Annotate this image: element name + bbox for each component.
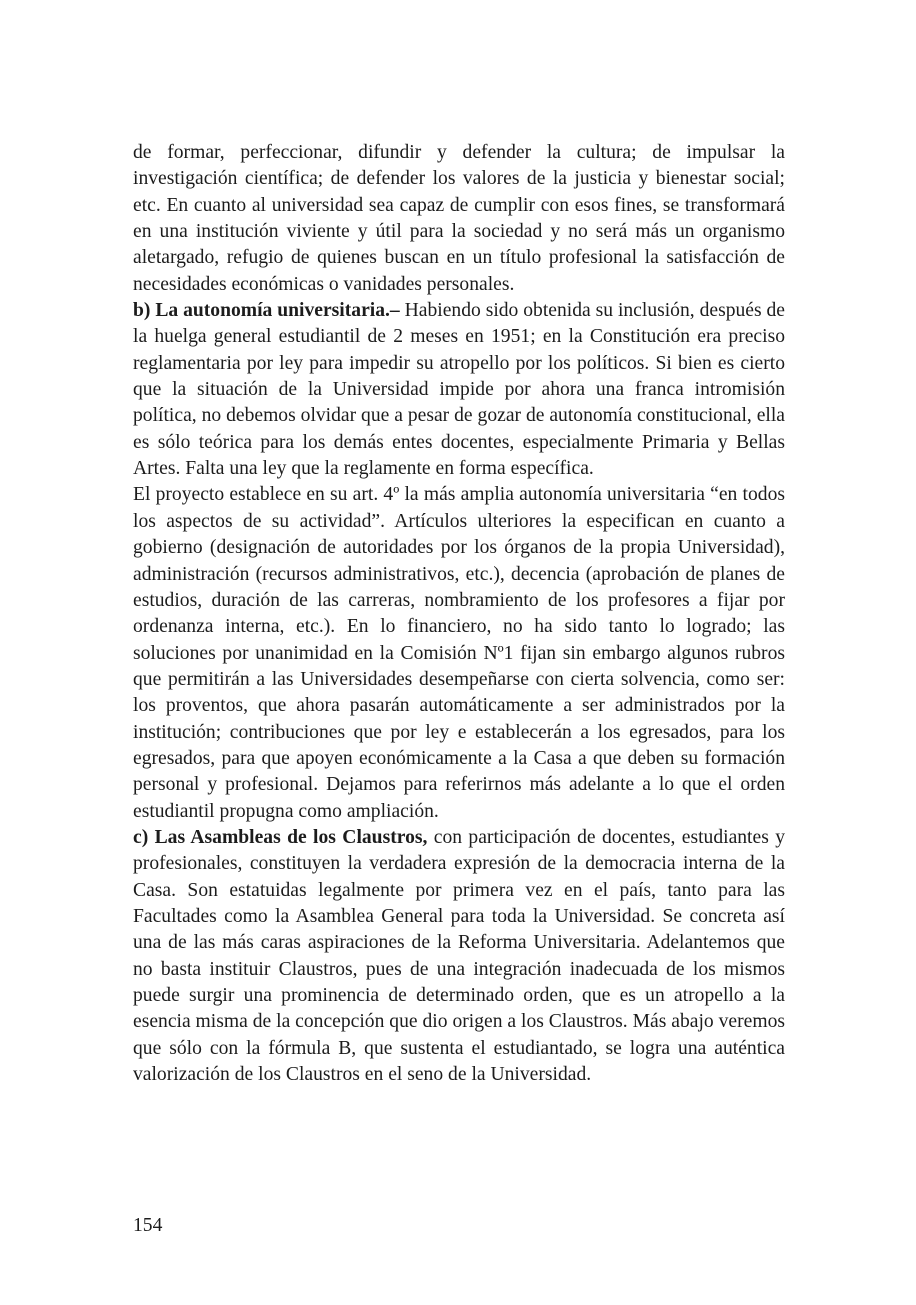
paragraph-4: [133, 825, 785, 1088]
paragraph-1-text: de formar, perfeccionar, difundir y defender la cultura; de impulsar la investigación científica; de defender los valores de la justicia y bienestar social; etc. En cuanto al universidad sea capaz de cumplir con esos fines, se transformará en una institución viviente y útil para la sociedad y no será más un organismo aletargado, refugio de quienes buscan en un título profesional la satisfacción de necesidades económicas o vanidades personales.: [133, 142, 785, 295]
paragraph-1: [133, 140, 785, 298]
paragraph-3: [133, 482, 785, 824]
paragraph-3-text: El proyecto establece en su art. 4º la más amplia autonomía universitaria “en todos los aspectos de su actividad”. Artículos ulteriores la especifican en cuanto a gobierno (designación de autoridades por los órganos de la propia Universidad), administración (recursos administrativos, etc.), decencia (aprobación de planes de estudios, duración de las carreras, nombramiento de los profesores a fijar por ordenanza interna, etc.). En lo financiero, no ha sido tanto lo logrado; las soluciones por unanimidad en la Comisión Nº1 fijan sin embargo algunos rubros que permitirán a las Universidades desempeñarse con cierta solvencia, como ser: los proventos, que ahora pasarán automáticamente a ser administrados por la institución; contribuciones que por ley e establecerán a los egresados, para los egresados, para que apoyen económicamente a la Casa a que deben su formación personal y profesional. Dejamos para referirnos más adelante a lo que el orden estudiantil propugna como ampliación.: [133, 484, 785, 822]
section-b-heading: b) La autonomía universitaria.–: [133, 300, 400, 322]
section-c-heading: c) Las Asambleas de los Claustros,: [133, 826, 428, 848]
paragraph-4-text: con participación de docentes, estudiantes y profesionales, constituyen la verdadera expresión de la democracia interna de la Casa. Son estatuidas legalmente por primera vez en el país, tanto para las Facultades como la Asamblea General para toda la Universidad. Se concreta así una de las más caras aspiraciones de la Reforma Universitaria. Adelantemos que no basta instituir Claustros, pues de una integración inadecuada de los mismos puede surgir una prominencia de determinado orden, que es un atropello a la esencia misma de la concepción que dio origen a los Claustros. Más abajo veremos que sólo con la fórmula B, que sustenta el estudiantado, se logra una auténtica valorización de los Claustros en el seno de la Universidad.: [133, 826, 785, 1086]
paragraph-2: [133, 298, 785, 482]
page-number: 154: [133, 1215, 163, 1236]
paragraph-2-text: Habiendo sido obtenida su inclusión, después de la huelga general estudiantil de 2 meses en 1951; en la Constitución era preciso reglamentaria por ley para impedir su atropello por los políticos. Si bien es cierto que la situación de la Universidad impide por ahora una franca intromisión política, no debemos olvidar que a pesar de gozar de autonomía constitucional, ella es sólo teórica para los demás entes docentes, especialmente Primaria y Bellas Artes. Falta una ley que la reglamente en forma específica.: [133, 300, 786, 480]
body-text: [133, 140, 785, 1088]
